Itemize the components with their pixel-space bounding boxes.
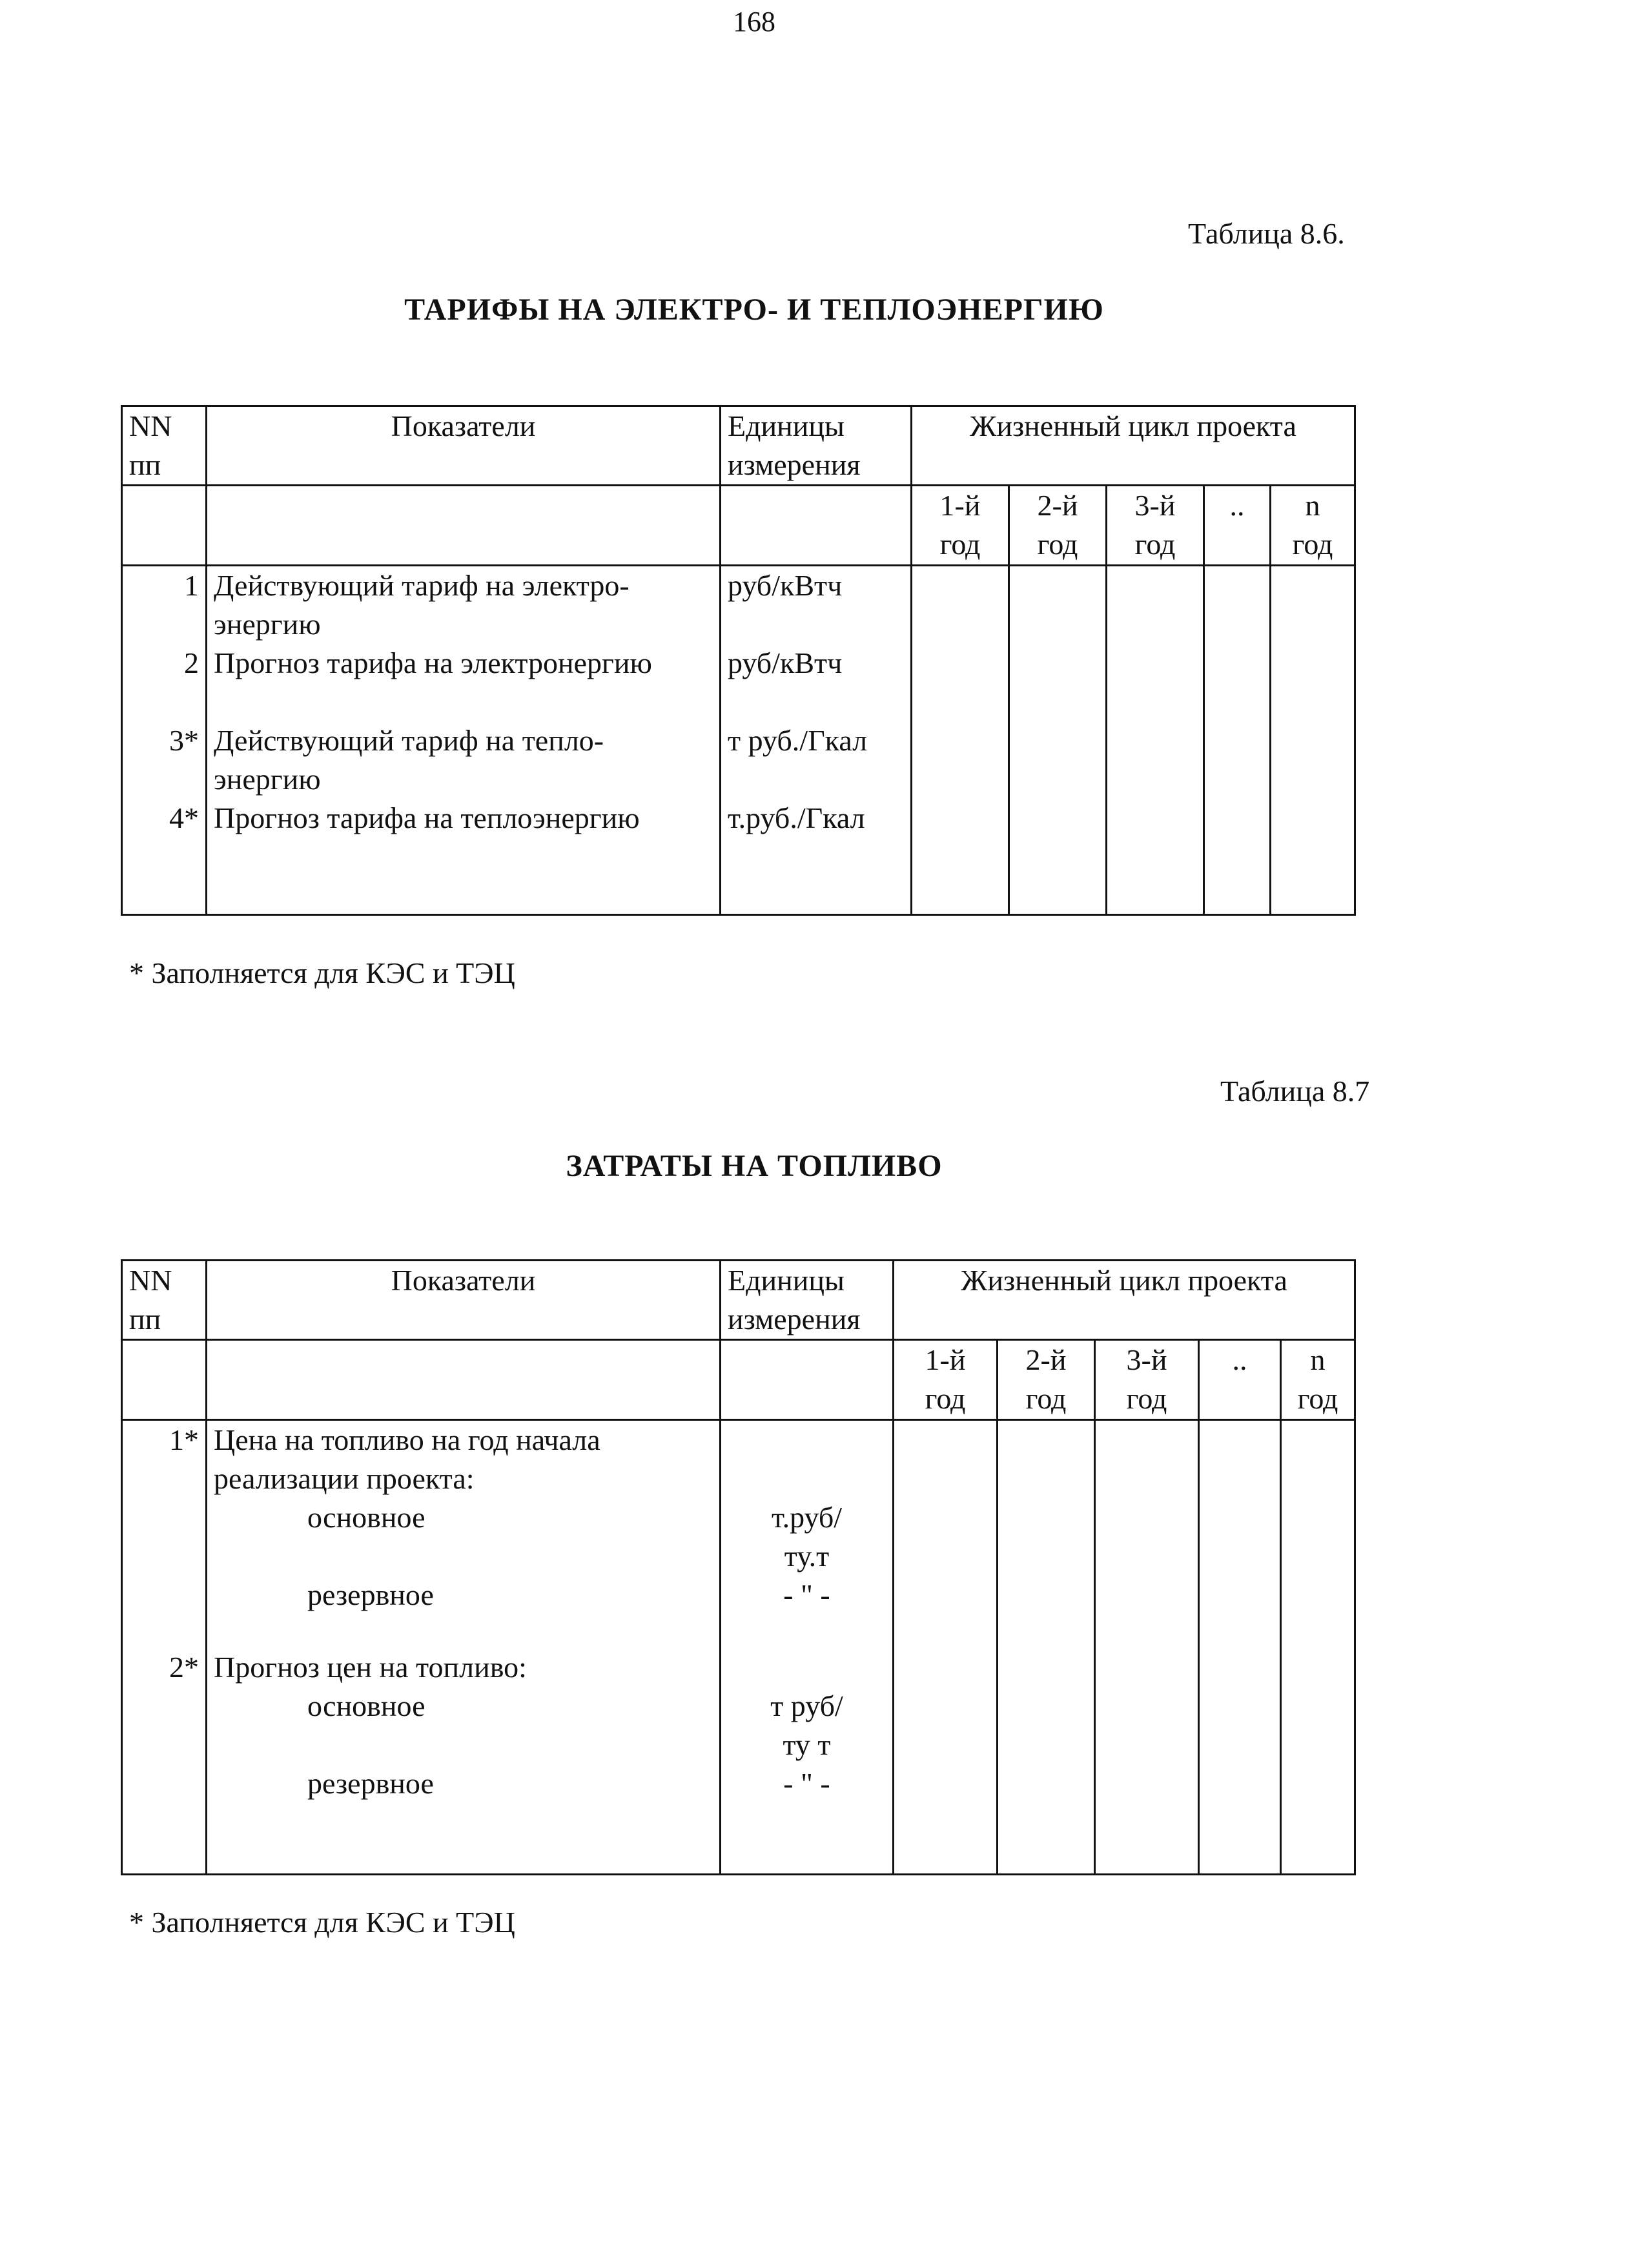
footnote-table-8-7: * Заполняется для КЭС и ТЭЦ [129,1906,515,1939]
indicator-text: Прогноз тарифа на теплоэнергию [214,801,640,834]
row-numbers-cell [122,566,207,915]
table-label-8-6: Таблица 8.6. [1188,217,1345,250]
table-title-fuel-costs: ЗАТРАТЫ НА ТОПЛИВО [566,1149,943,1183]
fuel-costs-table [121,1259,1356,1875]
empty-cell [721,486,912,566]
body-row [122,566,1355,915]
table-label-8-7: Таблица 8.7 [1220,1075,1370,1108]
year-1-header: 1-й год [894,1340,998,1420]
row-number: 4* [169,801,199,834]
year-1-value-cell[interactable] [894,1420,998,1875]
unit-text: т.руб/ ту.т [771,1501,843,1572]
fuel-type-primary: основное [307,1501,425,1534]
year-1-value-cell[interactable] [912,566,1009,915]
unit-text: т руб./Гкал [728,724,868,757]
row-number: 2 [184,646,199,679]
footnote-table-8-6: * Заполняется для КЭС и ТЭЦ [129,956,515,989]
unit-text: - " - [783,1767,830,1800]
units-header: Единицы измерения [721,1261,894,1340]
spacer [728,1421,886,1498]
unit-text: т.руб./Гкал [728,801,865,834]
row-number: 3* [169,724,199,757]
fuel-type-primary: основное [307,1689,425,1722]
unit-text: руб/кВтч [728,646,843,679]
year-2-header: 2-й год [998,1340,1095,1420]
unit-text: руб/кВтч [728,569,843,602]
units-cell [721,1420,894,1875]
empty-cell [207,1340,721,1420]
fuel-type-reserve: резервное [307,1767,434,1800]
indicator-text: Прогноз цен на топливо: [214,1651,527,1684]
year-n-header: n год [1271,486,1355,566]
indicators-cell [207,566,721,915]
header-row [122,406,1355,486]
row-number: 1* [169,1423,199,1456]
year-3-value-cell[interactable] [1107,566,1204,915]
indicator-text: Цена на топливо на год начала реализации проекта: [214,1423,600,1495]
year-ellipsis-header: .. [1204,486,1271,566]
year-3-header: 3-й год [1095,1340,1199,1420]
year-n-header: n год [1281,1340,1355,1420]
empty-cell [721,1340,894,1420]
years-row [122,1340,1355,1420]
unit-text: т руб/ ту т [770,1689,843,1761]
fuel-type-reserve: резервное [307,1578,434,1611]
indicator-text: Прогноз тарифа на электронергию [214,646,652,679]
empty-cell [122,1340,207,1420]
tariffs-table [121,405,1356,916]
year-n-value-cell[interactable] [1281,1420,1355,1875]
year-1-header: 1-й год [912,486,1009,566]
units-cell [721,566,912,915]
header-row [122,1261,1355,1340]
table-title-tariffs: ТАРИФЫ НА ЭЛЕКТРО- И ТЕПЛОЭНЕРГИЮ [404,293,1104,327]
indicators-header: Показатели [207,406,721,486]
body-row [122,1420,1355,1875]
years-row [122,486,1355,566]
empty-cell [207,486,721,566]
year-ellipsis-header: .. [1199,1340,1281,1420]
nn-header: NN пп [122,1261,207,1340]
unit-text: - " - [783,1578,830,1611]
units-header: Единицы измерения [721,406,912,486]
lifecycle-header: Жизненный цикл проекта [894,1261,1355,1340]
indicator-text: Действующий тариф на тепло- энергию [214,724,604,796]
year-2-header: 2-й год [1009,486,1107,566]
year-n-value-cell[interactable] [1271,566,1355,915]
year-3-value-cell[interactable] [1095,1420,1199,1875]
empty-cell [122,486,207,566]
indicators-header: Показатели [207,1261,721,1340]
year-ellipsis-value-cell[interactable] [1199,1420,1281,1875]
year-2-value-cell[interactable] [998,1420,1095,1875]
row-number: 2* [169,1651,199,1684]
page-number: 168 [733,6,775,37]
year-3-header: 3-й год [1107,486,1204,566]
nn-header: NN пп [122,406,207,486]
year-2-value-cell[interactable] [1009,566,1107,915]
row-numbers-cell [122,1420,207,1875]
year-ellipsis-value-cell[interactable] [1204,566,1271,915]
row-number: 1 [184,569,199,602]
indicators-cell [207,1420,721,1875]
indicator-text: Действующий тариф на электро- энергию [214,569,630,641]
lifecycle-header: Жизненный цикл проекта [912,406,1355,486]
